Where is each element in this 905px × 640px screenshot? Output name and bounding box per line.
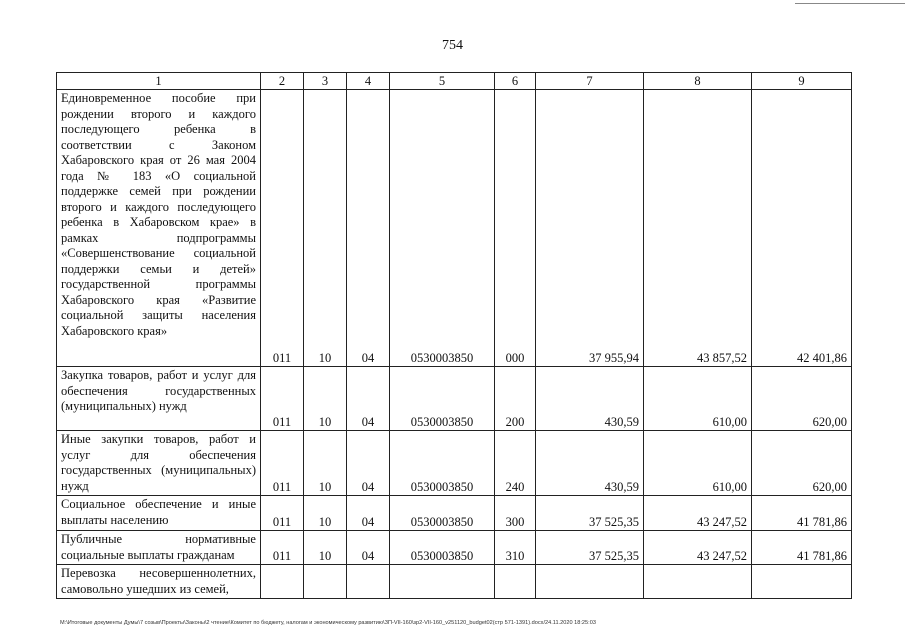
cell-code: 011 bbox=[261, 531, 304, 565]
cell-amount-1: 37 955,94 bbox=[536, 90, 644, 367]
cell-target-article: 0530003850 bbox=[390, 90, 495, 367]
cell-subsection: 04 bbox=[347, 496, 390, 531]
table-row bbox=[57, 565, 852, 599]
cell-amount-3: 620,00 bbox=[752, 367, 852, 431]
cell-target-article: 0530003850 bbox=[390, 367, 495, 431]
top-rule bbox=[795, 3, 905, 4]
file-path-footer: M:\Итоговые документы Думы\7 созыв\Проекты\Законы\2 чтение\Комитет по бюджету, налогам и экономическому развитию\ЗП-VII-160\зр2-VII-160_v251120_budget02(стр 571-1391).docx/24.11.2020 18:25:03 bbox=[60, 620, 596, 626]
header-cell: 8 bbox=[644, 73, 752, 90]
cell-amount-2: 43 247,52 bbox=[644, 531, 752, 565]
cell-expense-type: 000 bbox=[495, 90, 536, 367]
cell-amount-2: 43 857,52 bbox=[644, 90, 752, 367]
cell-code: 011 bbox=[261, 367, 304, 431]
table-row bbox=[57, 90, 852, 367]
row-description: Перевозка несовершеннолетних, самовольно ушедших из семей, bbox=[57, 565, 261, 599]
cell-subsection: 04 bbox=[347, 431, 390, 496]
header-cell: 4 bbox=[347, 73, 390, 90]
cell-section bbox=[304, 565, 347, 599]
cell-section: 10 bbox=[304, 90, 347, 367]
header-cell: 6 bbox=[495, 73, 536, 90]
cell-amount-3: 620,00 bbox=[752, 431, 852, 496]
cell-expense-type: 300 bbox=[495, 496, 536, 531]
cell-amount-2: 610,00 bbox=[644, 431, 752, 496]
budget-table bbox=[56, 72, 852, 599]
cell-amount-2 bbox=[644, 565, 752, 599]
cell-target-article: 0530003850 bbox=[390, 431, 495, 496]
header-cell: 9 bbox=[752, 73, 852, 90]
cell-amount-1: 37 525,35 bbox=[536, 496, 644, 531]
table-row bbox=[57, 496, 852, 531]
cell-expense-type: 200 bbox=[495, 367, 536, 431]
cell-amount-2: 610,00 bbox=[644, 367, 752, 431]
header-cell: 1 bbox=[57, 73, 261, 90]
cell-code: 011 bbox=[261, 496, 304, 531]
cell-amount-3: 41 781,86 bbox=[752, 531, 852, 565]
cell-section: 10 bbox=[304, 496, 347, 531]
table-row bbox=[57, 531, 852, 565]
cell-amount-2: 43 247,52 bbox=[644, 496, 752, 531]
cell-section: 10 bbox=[304, 367, 347, 431]
cell-subsection: 04 bbox=[347, 90, 390, 367]
cell-amount-1: 37 525,35 bbox=[536, 531, 644, 565]
cell-amount-3: 42 401,86 bbox=[752, 90, 852, 367]
table-row bbox=[57, 431, 852, 496]
cell-amount-1: 430,59 bbox=[536, 431, 644, 496]
cell-target-article bbox=[390, 565, 495, 599]
page-number: 754 bbox=[442, 38, 463, 53]
header-cell: 3 bbox=[304, 73, 347, 90]
table-row bbox=[57, 367, 852, 431]
cell-code bbox=[261, 565, 304, 599]
cell-expense-type bbox=[495, 565, 536, 599]
cell-subsection: 04 bbox=[347, 531, 390, 565]
cell-amount-3 bbox=[752, 565, 852, 599]
row-description: Единовременное пособие при рождении второго и каждого последующего ребенка в соответствии с Законом Хабаровского края от 26 мая 2004 года № 183 «О социальной поддержке семей при рождении второго и каждого последующего ребенка в Хабаровском крае» в рамках подпрограммы «Совершенствование социальной поддержки семьи и детей» государственной программы Хабаровского края «Развитие социальной защиты населения Хабаровского края» bbox=[57, 90, 261, 367]
cell-target-article: 0530003850 bbox=[390, 531, 495, 565]
header-cell: 7 bbox=[536, 73, 644, 90]
cell-amount-1 bbox=[536, 565, 644, 599]
header-cell: 2 bbox=[261, 73, 304, 90]
cell-amount-3: 41 781,86 bbox=[752, 496, 852, 531]
cell-section: 10 bbox=[304, 531, 347, 565]
cell-subsection: 04 bbox=[347, 367, 390, 431]
cell-expense-type: 240 bbox=[495, 431, 536, 496]
cell-section: 10 bbox=[304, 431, 347, 496]
row-description: Публичные нормативные социальные выплаты гражданам bbox=[57, 531, 261, 565]
cell-code: 011 bbox=[261, 90, 304, 367]
row-description: Социальное обеспечение и иные выплаты населению bbox=[57, 496, 261, 531]
header-cell: 5 bbox=[390, 73, 495, 90]
cell-subsection bbox=[347, 565, 390, 599]
row-description: Закупка товаров, работ и услуг для обеспечения государственных (муниципальных) нужд bbox=[57, 367, 261, 431]
cell-expense-type: 310 bbox=[495, 531, 536, 565]
cell-amount-1: 430,59 bbox=[536, 367, 644, 431]
cell-target-article: 0530003850 bbox=[390, 496, 495, 531]
cell-code: 011 bbox=[261, 431, 304, 496]
header-row bbox=[57, 73, 852, 90]
row-description: Иные закупки товаров, работ и услуг для обеспечения государственных (муниципальных) нужд bbox=[57, 431, 261, 496]
